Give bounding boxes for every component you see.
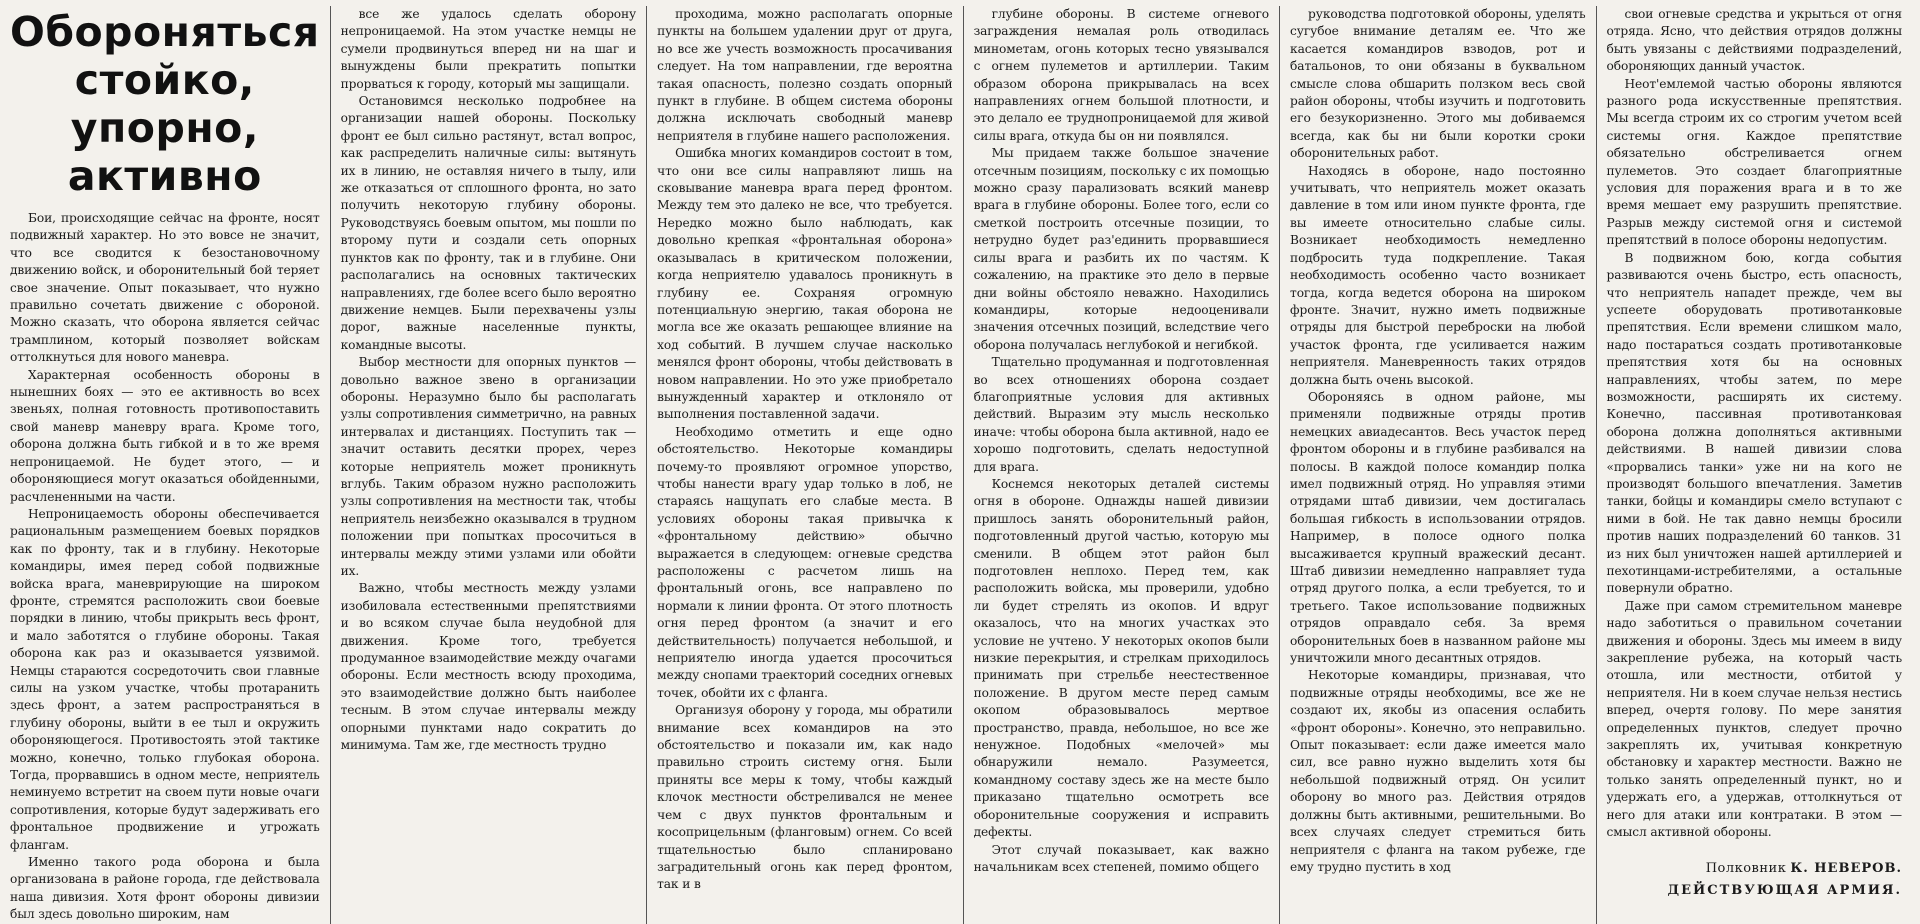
article-paragraph: Некоторые командиры, признавая, что подвижные отряды необходимы, все же не создают их, якобы из опасения ослабить «фронт обороны». Конечно, это неправильно. Опыт показывает: если даже имеется мало сил, все равно нужно выделить хотя бы небольшой подвижный отряд. Он усилит оборону во много раз. Действия отрядов должны быть активными, решительными. Во всех случаях следует стремиться бить неприятеля с фланга на таком рубеже, где ему трудно пустить в ход [1290, 668, 1586, 874]
article-paragraph: Остановимся несколько подробнее на организации нашей обороны. Поскольку фронт ее был сильно растянут, встал вопрос, как распределить наличные силы: вытянуть их в линию, не оставляя ничего в тылу, или же отказаться от сплошного фронта, но зато получить некоторую глубину обороны. Руководствуясь боевым опытом, мы пошли по второму пути и создали сеть опорных пунктов как по фронту, так и в глубине. Они располагались на основных тактических направлениях, где более всего было вероятно движение немцев. Были перехвачены узлы дорог, важные населенные пункты, командные высоты. [340, 94, 637, 352]
article-column-6 [1596, 6, 1912, 924]
article-column-5 [1279, 6, 1595, 924]
column-text [341, 6, 636, 754]
article-paragraph: Неот'емлемой частью обороны являются разного рода искусственные препятствия. Мы всегда строим их со строгим учетом всей системы огня. Каждое препятствие обязательно обстреливается огнем пулеметов. Это создает благоприятные условия для поражения врага и в то же время мешает ему разрушить препятствие. Разрыв между системой огня и системой препятствий в полосе обороны недопустим. [1606, 76, 1902, 248]
column-text [974, 6, 1269, 876]
author-name: К. НЕВЕРОВ. [1790, 860, 1902, 876]
article-paragraph: Организуя оборону у города, мы обратили внимание всех командиров на это обстоятельство и показали им, как надо правильно строить систему огня. Были приняты все меры к тому, чтобы каждый клочок местности обстреливался не менее чем с двух пунктов фронтальным и косоприцельным (фланговым) огнем. Со всей тщательностью было спланировано заградительный огонь как перед фронтом, так и в [657, 703, 953, 892]
article-title-line-1: Обороняться стойко, [10, 8, 320, 104]
article-paragraph: Обороняясь в одном районе, мы применяли подвижные отряды против немецких авиадесантов. Весь участок перед фронтом обороны и в глубине разбивался на полосы. В каждой полосе командир полка имел подвижный отряд. Но управляя этими отрядами штаб дивизии, чем достигалась большая гибкость в использовании отрядов. Например, в полосе одного полка высаживается крупный вражеский десант. Штаб дивизии немедленно направляет туда отряд другого полка, а если требуется, то и третьего. Такое использование подвижных отрядов оправдало себя. За время оборонительных боев в названном районе мы уничтожили много десантных отрядов. [1290, 389, 1586, 666]
article-column-2 [330, 6, 646, 924]
article-paragraph: Коснемся некоторых деталей системы огня в обороне. Однажды нашей дивизии пришлось занять оборонительный район, подготовленный другой частью, которую мы сменили. В общем этот район был подготовлен неплохо. Перед тем, как расположить войска, мы проверили, удобно ли будет стрелять из окопов. И вдруг оказалось, что на многих участках это условие не учтено. У некоторых окопов были низкие перекрытия, и стрелкам приходилось принимать при стрельбе неестественное положение. В другом месте перед самым окопом образовывалось мертвое пространство, правда, небольшое, но все же ненужное. Подобных «мелочей» мы обнаружили немало. Разумеется, командному составу здесь же на месте было приказано тщательно осмотреть все оборонительные сооружения и исправить дефекты. [973, 476, 1270, 840]
article-paragraph: Непроницаемость обороны обеспечивается рациональным размещением боевых порядков как по фронту, так и в глубину. Некоторые командиры, имея перед собой подвижные войска врага, маневрирующие на широком фронте, стремятся расположить свои боевые порядки в линию, чтобы прикрыть весь фронт, и мало заботятся о глубине обороны. Такая оборона как раз и оказывается уязвимой. Немцы стараются сосредоточить свои главные силы на узком участке, чтобы протаранить здесь фронт, а затем распространяться в глубину обороны, выйти в ее тыл и окружить обороняющегося. Противостоять этой тактике можно, конечно, только глубокая оборона. Тогда, прорвавшись в одном месте, неприятель неминуемо встретит на своем пути новые очаги сопротивления, которые будут задерживать его фронтальное продвижение и угрожать флангам. [10, 506, 320, 852]
article-paragraph: Ошибка многих командиров состоит в том, что они все силы направляют лишь на сковывание маневра врага перед фронтом. Между тем это далеко не все, что требуется. Нередко можно было наблюдать, как довольно крепкая «фронтальная оборона» оказывалась в критическом положении, когда неприятелю удавалось проникнуть в глубину ее. Сохраняя огромную потенциальную энергию, такая оборона не могла все же оказать решающее влияние на ход событий. В лучшем случае насколько менялся фронт обороны, чтобы действовать в новом направлении. Но это уже приобретало вынужденный характер и отклоняло от выполнения поставленной задачи. [657, 146, 953, 422]
column-text [1607, 6, 1902, 842]
article-paragraph: руководства подготовкой обороны, уделять сугубое внимание деталям ее. Что же касается командиров взводов, рот и батальонов, то они обязаны в буквальном смысле слова обшарить ползком весь свой район обороны, чтобы изучить и подготовить его безукоризненно. Этого мы добиваемся всегда, как бы ни были коротки сроки оборонительных работ. [1290, 7, 1586, 161]
article-column-3 [646, 6, 962, 924]
article-columns [8, 6, 1912, 922]
article-paragraph: все же удалось сделать оборону непроницаемой. На этом участке немцы не сумели продвинуться вперед ни на шаг и вынуждены были прекратить попытки прорваться к городу, который мы защищали. [340, 7, 637, 91]
article-column-4 [963, 6, 1279, 924]
author-signature [1607, 860, 1902, 900]
column-text [657, 6, 952, 894]
author-unit: ДЕЙСТВУЮЩАЯ АРМИЯ. [1667, 882, 1902, 898]
article-paragraph: Бои, происходящие сейчас на фронте, носят подвижный характер. Но это вовсе не значит, что все сводится к безостановочному движению войск, и оборонительный бой теряет свое значение. Опыт показывает, что нужно правильно сочетать движение с обороной. Можно сказать, что оборона является сейчас трамплином, который позволяет войскам оттолкнуться для нового маневра. [10, 211, 320, 365]
article-paragraph: Важно, чтобы местность между узлами изобиловала естественными препятствиями и во всяком случае была неудобной для движения. Кроме того, требуется продуманное взаимодействие между очагами обороны. Если местность всюду проходима, это взаимодействие должно быть наиболее тесным. В этом случае интервалы между опорными пунктами надо сократить до минимума. Там же, где местность трудно [340, 581, 637, 753]
article-paragraph: В подвижном бою, когда события развиваются очень быстро, есть опасность, что неприятель нападет прежде, чем вы успеете оборудовать противотанковые препятствия. Если времени слишком мало, надо постараться создать противотанковые препятствия хотя бы на основных направлениях, чтобы затем, по мере возможности, расширять их систему. Конечно, пассивная противотанковая оборона должна дополняться активными действиями. В нашей дивизии слова «прорвались танки» уже ни на кого не производят большого впечатления. Заметив танки, бойцы и командиры смело вступают с ними в бой. Не так давно немцы бросили против наших подразделений 60 танков. 31 из них был уничтожен нашей артиллерией и пехотинцами-истребителями, а остальные повернули обратно. [1606, 250, 1902, 596]
article-paragraph: глубине обороны. В системе огневого заграждения немалая роль отводилась минометам, огонь которых тесно увязывался с огнем пулеметов и артиллерии. Таким образом оборона прикрывалась на всех направлениях огнем большой плотности, и это делало ее труднопроницаемой для живой силы врага, откуда бы он ни появлялся. [973, 7, 1270, 143]
article-paragraph: Именно такого рода оборона и была организована в районе города, где действовала наша дивизия. Хотя фронт обороны дивизии был здесь довольно широким, нам [10, 855, 320, 922]
article-title-line-2: упорно, активно [67, 104, 262, 200]
article-paragraph: Этот случай показывает, как важно начальникам всех степеней, помимо общего [973, 842, 1270, 874]
column-text [1290, 6, 1585, 876]
article-paragraph: Выбор местности для опорных пунктов — довольно важное звено в организации обороны. Неразумно было бы располагать узлы сопротивления симметрично, на равных интервалах и дистанциях. Поступить так — значит оставить десятки прорех, через которые неприятель может проникнуть вглубь. Таким образом нужно расположить узлы сопротивления на местности так, чтобы неприятель неизбежно оказывался в трудном положении при попытках просочиться в интервалы между этими узлами или обойти их. [340, 355, 637, 578]
article-paragraph: Находясь в обороне, надо постоянно учитывать, что неприятель может оказать давление в том или ином пункте фронта, где вы имеете относительно слабые силы. Возникает необходимость немедленно подбросить туда подкрепление. Такая необходимость особенно часто возникает тогда, когда ведется оборона на широком фронте. Значит, нужно иметь подвижные отряды для быстрой переброски на любой участок фронта, где усиливается нажим неприятеля. Маневренность таких отрядов должна быть очень высокой. [1290, 163, 1586, 387]
column-text [10, 210, 320, 924]
article-title [10, 8, 320, 200]
article-paragraph: Мы придаем также большое значение отсечным позициям, поскольку с их помощью можно сразу парализовать всякий маневр врага в глубине обороны. Более того, если со сметкой построить отсечные позиции, то нетрудно будет раз'единить прорвавшиеся силы врага и разбить их по частям. К сожалению, на практике это дело в первые дни войны обстояло неважно. Находились командиры, которые недооценивали значения отсечных позиций, вследствие чего оборона получалась неглубокой и негибкой. [973, 146, 1270, 352]
article-paragraph: Необходимо отметить и еще одно обстоятельство. Некоторые командиры почему-то проявляют огромное упорство, чтобы нанести врагу удар только в лоб, не стараясь нащупать его слабые места. В условиях обороны такая привычка к «фронтальному действию» обычно выражается в следующем: огневые средства расположены с расчетом лишь на фронтальный огонь, все направлено по нормали к линии фронта. От этого плотность огня перед фронтом (а значит и его действительность) получается небольшой, и неприятелю иногда удается просочиться между снопами траекторий соседних огневых точек, обойти их с фланга. [657, 424, 953, 700]
article-paragraph: свои огневые средства и укрыться от огня отряда. Ясно, что действия отрядов должны быть увязаны с действиями подразделений, обороняющих данный участок. [1606, 7, 1902, 74]
article-paragraph: Даже при самом стремительном маневре надо заботиться о правильном сочетании движения и обороны. Здесь мы имеем в виду закрепление рубежа, на который часть отошла, или местности, отбитой у неприятеля. Ни в коем случае нельзя нестись вперед, очертя голову. По мере занятия определенных пунктов, следует прочно закреплять их, учитывая конкретную обстановку и характер местности. Важно не только занять определенный пункт, но и удержать его, а удержав, оттолкнуться от него для атаки или контратаки. В этом — смысл активной обороны. [1606, 598, 1902, 840]
article-paragraph: проходима, можно располагать опорные пункты на большем удалении друг от друга, но все же учесть возможность просачивания следует. На том направлении, где вероятна такая опасность, полезно создать опорный пункт в глубине. В общем система обороны должна исключать свободный маневр неприятеля в глубине нашего расположения. [657, 7, 953, 143]
article-paragraph: Тщательно продуманная и подготовленная во всех отношениях оборона создает благоприятные условия для активных действий. Выразим эту мысль несколько иначе: чтобы оборона была активной, надо ее хорошо подготовить, сделать недоступной для врага. [973, 355, 1270, 474]
article-paragraph: Характерная особенность обороны в нынешних боях — это ее активность во всех звеньях, полная готовность противопоставить свой маневр маневру врага. Кроме того, оборона должна быть гибкой и в то же время непроницаемой. Не будет этого, — и обороняющиеся могут оказаться обойденными, расчлененными на части. [10, 367, 320, 504]
author-rank: Полковник [1705, 860, 1787, 876]
article-column-1 [8, 6, 330, 924]
